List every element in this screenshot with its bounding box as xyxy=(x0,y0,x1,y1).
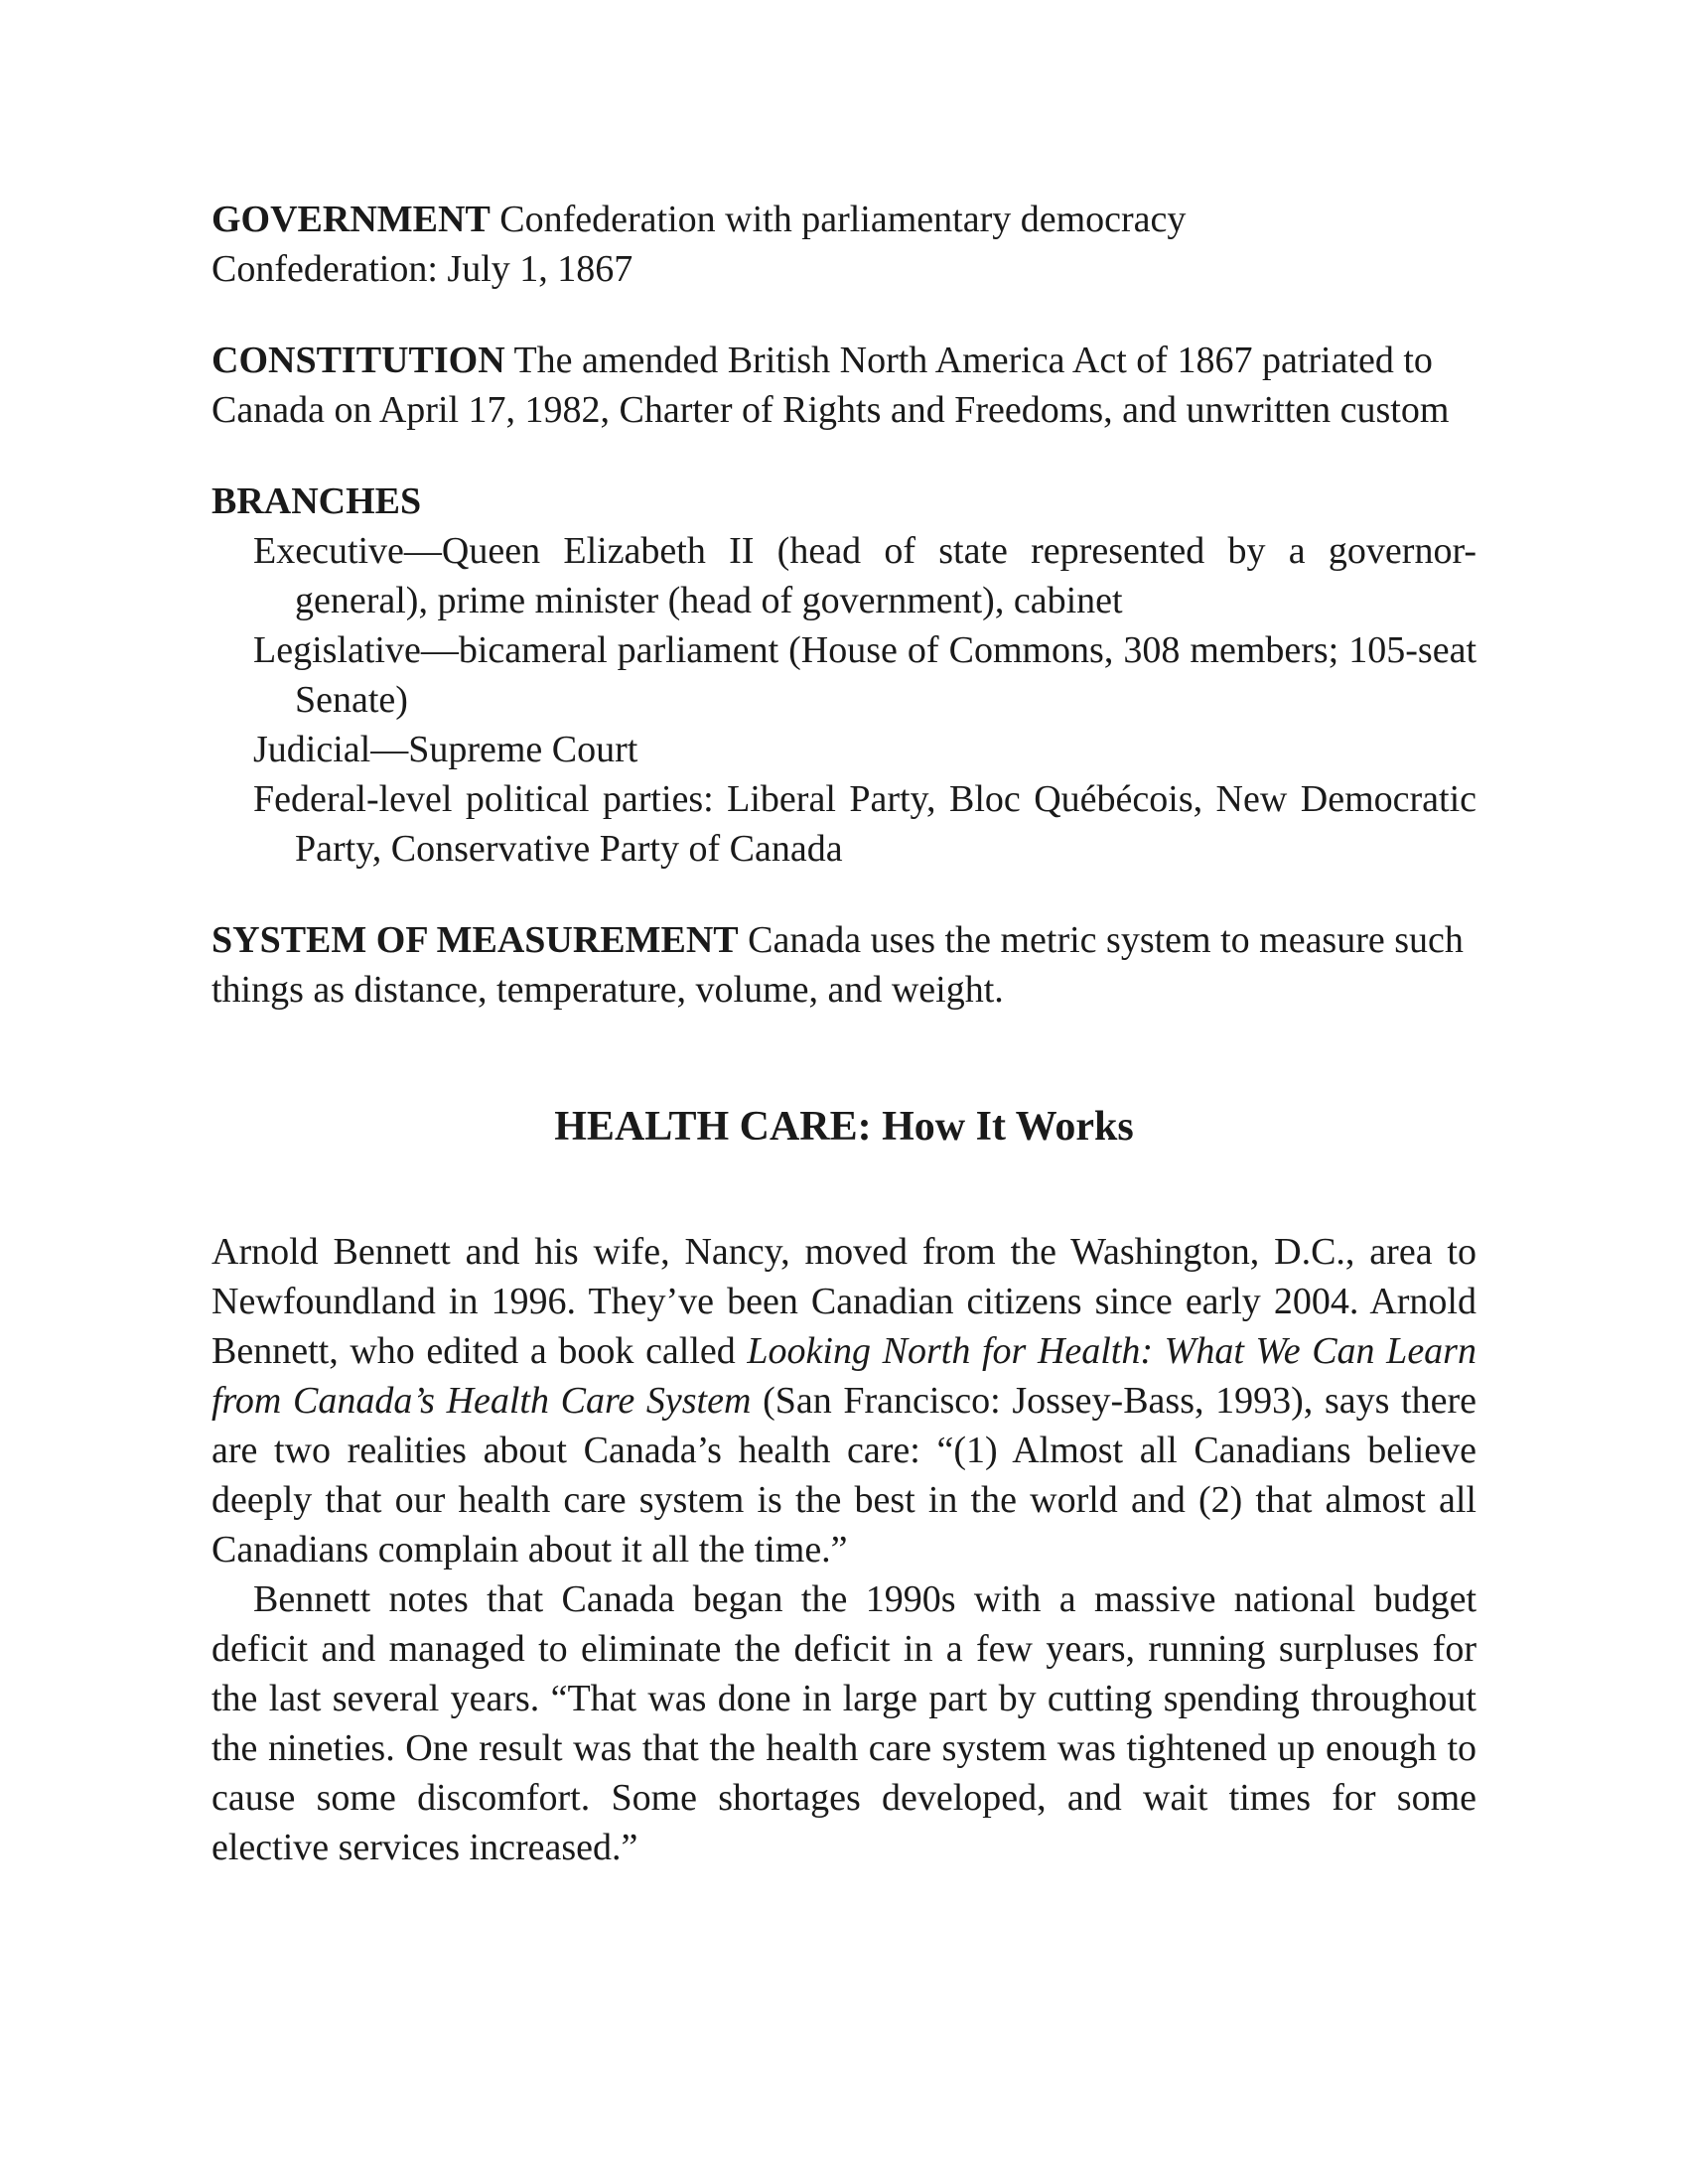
branches-label: BRANCHES xyxy=(211,480,422,522)
political-parties: Federal-level political parties: Liberal Party, Bloc Québécois, New Democratic Party, Conservative Party of Canada xyxy=(253,778,1477,870)
paragraph-1-end: (San Francisco: Jossey-Bass, 1993), says there are two realities about Canada’s health care: “(1) Almost all Canadians believe deeply that our health care system is the best in the world and (2) that almost all Canadians complain about it all the time.” xyxy=(211,1380,1477,1570)
measurement-text: Canada uses the metric system to measure such things as distance, temperature, volume, and weight. xyxy=(211,919,1464,1011)
health-care-article xyxy=(211,1227,1477,1872)
branch-executive: Executive—Queen Elizabeth II (head of state represented by a governor-general), prime minister (head of government), cabinet xyxy=(253,530,1477,621)
measurement-entry xyxy=(211,915,1477,1015)
paragraph-1-start: Arnold Bennett and his wife, Nancy, moved from the Washington, D.C., area to Newfoundland in 1996. They’ve been Canadian citizens since early 2004. Arnold Bennett, who edited a book called xyxy=(211,1231,1477,1372)
branches-section xyxy=(211,477,1477,874)
government-entry xyxy=(211,195,1477,244)
government-section xyxy=(211,195,1477,294)
government-label: GOVERNMENT xyxy=(211,199,491,240)
article-paragraph-2: Bennett notes that Canada began the 1990s with a massive national budget deficit and managed to eliminate the deficit in a few years, running surpluses for the last several years. “That was done in large part by cutting spending throughout the nineties. One result was that the health care system was tightened up enough to cause some discomfort. Some shortages developed, and wait times for some elective services increased.” xyxy=(211,1578,1477,1868)
branches-list xyxy=(211,526,1477,874)
article-paragraph-1 xyxy=(211,1227,1477,1574)
constitution-entry xyxy=(211,336,1477,435)
book-title: Looking North for Health: What We Can Learn from Canada’s Health Care System xyxy=(211,1330,1477,1422)
constitution-label: CONSTITUTION xyxy=(211,340,505,381)
health-care-heading: HEALTH CARE: How It Works xyxy=(554,1104,1134,1150)
government-text: Confederation with parliamentary democracy xyxy=(490,199,1187,240)
branch-judicial: Judicial—Supreme Court xyxy=(253,729,638,770)
document-page xyxy=(211,195,1477,1872)
constitution-text: The amended British North America Act of 1867 patriated to Canada on April 17, 1982, Charter of Rights and Freedoms, and unwritten custom xyxy=(211,340,1450,431)
branch-legislative: Legislative—bicameral parliament (House of Commons, 308 members; 105-seat Senate) xyxy=(253,629,1477,721)
measurement-section xyxy=(211,915,1477,1015)
measurement-label: SYSTEM OF MEASUREMENT xyxy=(211,919,739,961)
constitution-section xyxy=(211,336,1477,435)
confederation-date: Confederation: July 1, 1867 xyxy=(211,248,633,290)
